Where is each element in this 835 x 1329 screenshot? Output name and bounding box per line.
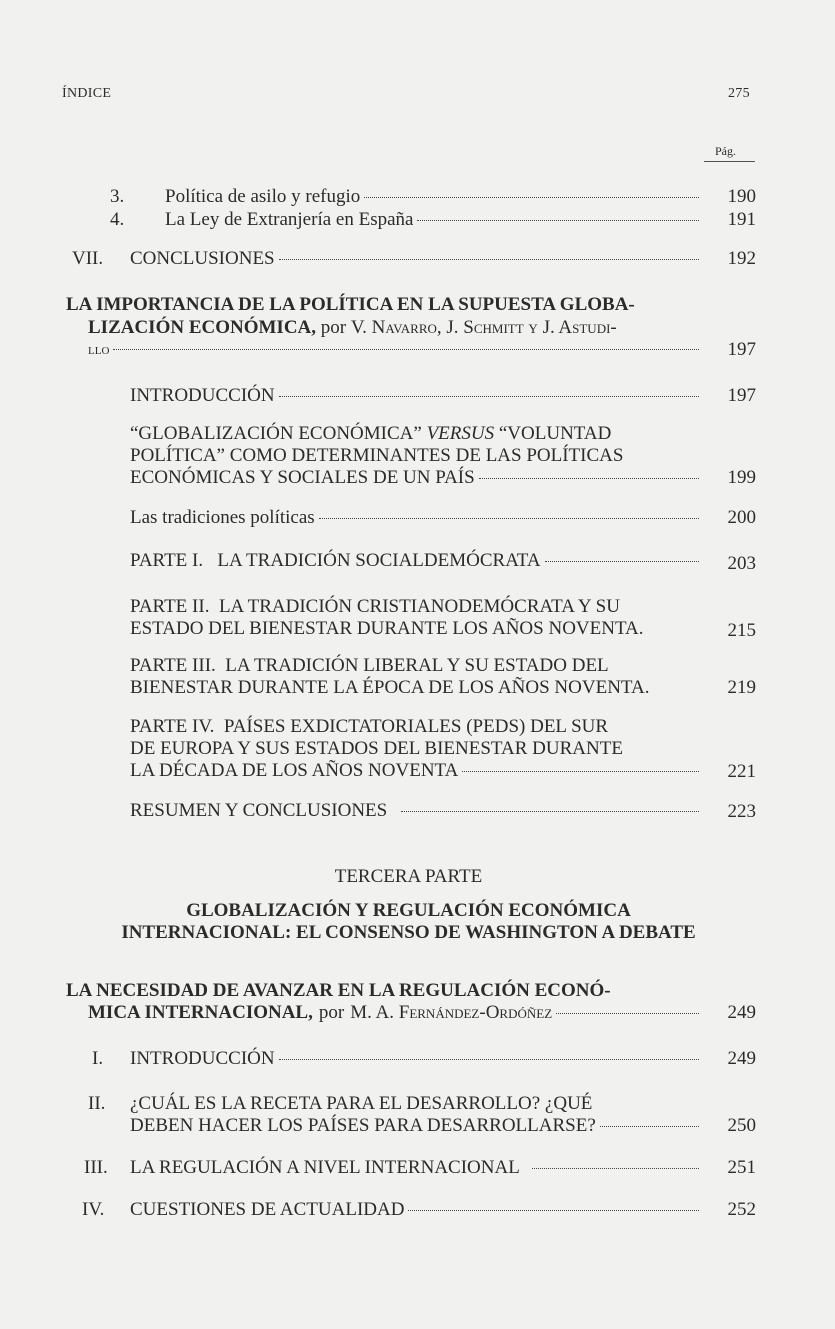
toc-entry[interactable] (165, 186, 703, 208)
toc-entry-title-part: “GLOBALIZACIÓN ECONÓMICA” (130, 423, 422, 444)
article-title: MICA INTERNACIONAL, (88, 1002, 313, 1023)
article-title: LIZACIÓN ECONÓMICA, (88, 317, 317, 338)
toc-entry-title: Las tradiciones políticas (130, 507, 315, 528)
toc-entry-num: 3. (110, 186, 125, 207)
toc-entry[interactable] (130, 467, 703, 489)
toc-entry-title: LA REGULACIÓN A NIVEL INTERNACIONAL (130, 1157, 520, 1178)
toc-entry-page: 190 (727, 186, 756, 207)
toc-entry-page: 192 (727, 248, 756, 269)
toc-entry-num: VII. (72, 248, 104, 269)
toc-entry[interactable] (130, 248, 703, 270)
toc-entry-page: 219 (727, 677, 756, 698)
dot-leader (401, 811, 699, 812)
toc-entry-title-line: PARTE II. LA TRADICIÓN CRISTIANODEMÓCRATA Y SU (130, 596, 620, 617)
toc-entry-title-line: ECONÓMICAS Y SOCIALES DE UN PAÍS (130, 467, 475, 488)
toc-entry-title-line: ESTADO DEL BIENESTAR DURANTE LOS AÑOS NOVENTA. (130, 618, 644, 639)
toc-entry-title-line: DE EUROPA Y SUS ESTADOS DEL BIENESTAR DURANTE (130, 738, 623, 759)
toc-entry-title-line: POLÍTICA” COMO DETERMINANTES DE LAS POLÍTICAS (130, 445, 624, 466)
toc-entry-page: 223 (727, 801, 756, 822)
toc-entry-num: 4. (110, 209, 125, 230)
article-title-line: LA NECESIDAD DE AVANZAR EN LA REGULACIÓN ECONÓ- (66, 980, 611, 1001)
toc-entry[interactable] (88, 1002, 703, 1024)
part-label: TERCERA PARTE (334, 866, 483, 887)
dot-leader (279, 259, 699, 260)
toc-entry-num: III. (84, 1157, 108, 1178)
page-column-rule (704, 161, 755, 162)
toc-entry-title: CUESTIONES DE ACTUALIDAD (130, 1199, 405, 1220)
toc-entry[interactable] (130, 1048, 703, 1070)
toc-entry-page: 200 (727, 507, 756, 528)
part-title-line: INTERNACIONAL: EL CONSENSO DE WASHINGTON A DEBATE (121, 922, 696, 943)
toc-entry[interactable] (130, 507, 703, 529)
article-title-line: LA IMPORTANCIA DE LA POLÍTICA EN LA SUPUESTA GLOBA- (66, 294, 635, 315)
toc-entry[interactable] (130, 550, 703, 572)
toc-entry-title-line: PARTE IV. PAÍSES EXDICTATORIALES (PEDS) DEL SUR (130, 716, 609, 737)
toc-entry[interactable] (165, 209, 703, 231)
dot-leader (556, 1013, 699, 1014)
dot-leader (279, 1059, 699, 1060)
toc-entry-page: 191 (727, 209, 756, 230)
toc-entry-num: II. (88, 1093, 106, 1114)
toc-entry-num: IV. (82, 1199, 105, 1220)
toc-entry[interactable] (130, 1157, 703, 1179)
toc-entry-page: 251 (727, 1157, 756, 1178)
article-authors: llo (88, 342, 110, 358)
running-header-section: ÍNDICE (62, 86, 112, 101)
toc-entry-num: I. (92, 1048, 104, 1069)
dot-leader (408, 1210, 699, 1211)
article-by: por (318, 1002, 345, 1023)
part-title-line: GLOBALIZACIÓN Y REGULACIÓN ECONÓMICA (186, 900, 631, 921)
article-title-line (88, 317, 617, 339)
dot-leader (113, 349, 699, 350)
toc-entry-title-line: DEBEN HACER LOS PAÍSES PARA DESARROLLARSE? (130, 1115, 596, 1136)
toc-entry-title: PARTE I. LA TRADICIÓN SOCIALDEMÓCRATA (130, 550, 541, 571)
toc-entry[interactable] (130, 1199, 703, 1221)
toc-entry[interactable] (130, 385, 703, 407)
dot-leader (479, 478, 699, 479)
toc-entry[interactable] (130, 760, 703, 782)
toc-entry-title: CONCLUSIONES (130, 248, 275, 269)
dot-leader (417, 220, 699, 221)
article-authors: M. A. Fernández-Ordóñez (350, 1002, 553, 1023)
toc-entry[interactable] (130, 1115, 703, 1137)
dot-leader (600, 1126, 699, 1127)
dot-leader (319, 518, 699, 519)
toc-entry-page: 199 (727, 467, 756, 488)
toc-entry[interactable] (88, 339, 703, 361)
toc-entry-title: Política de asilo y refugio (165, 186, 361, 207)
dot-leader (532, 1168, 699, 1169)
toc-entry-title: INTRODUCCIÓN (130, 1048, 275, 1069)
dot-leader (462, 771, 699, 772)
toc-entry-title-line: BIENESTAR DURANTE LA ÉPOCA DE LOS AÑOS NOVENTA. (130, 677, 650, 698)
page-column-label: Pág. (715, 144, 736, 158)
toc-entry-title-part: VERSUS (426, 423, 495, 444)
running-header-page-number: 275 (728, 86, 750, 101)
toc-entry-page: 197 (727, 339, 756, 360)
toc-entry-page: 250 (727, 1115, 756, 1136)
toc-entry-page: 249 (727, 1002, 756, 1023)
toc-entry-title-line: PARTE III. LA TRADICIÓN LIBERAL Y SU ESTADO DEL (130, 655, 609, 676)
toc-entry-page: 249 (727, 1048, 756, 1069)
toc-entry-page: 215 (727, 620, 756, 641)
toc-entry-page: 221 (727, 761, 756, 782)
article-by: por (320, 317, 347, 338)
toc-entry-title-part: “VOLUNTAD (498, 423, 612, 444)
dot-leader (545, 561, 699, 562)
toc-entry[interactable] (130, 800, 703, 822)
toc-entry-page: 252 (727, 1199, 756, 1220)
toc-entry-page: 203 (727, 553, 756, 574)
toc-entry-title-line: LA DÉCADA DE LOS AÑOS NOVENTA (130, 760, 459, 781)
article-authors: V. Navarro, J. Schmitt y J. Astudi- (350, 317, 617, 338)
toc-entry-title: INTRODUCCIÓN (130, 385, 275, 406)
toc-entry-title-line: ¿CUÁL ES LA RECETA PARA EL DESARROLLO? ¿QUÉ (130, 1093, 593, 1114)
toc-entry-title: La Ley de Extranjería en España (165, 209, 414, 230)
dot-leader (364, 197, 699, 198)
toc-entry-title: RESUMEN Y CONCLUSIONES (130, 800, 388, 821)
dot-leader (279, 396, 699, 397)
toc-entry-title-line (130, 423, 700, 445)
toc-entry-page: 197 (727, 385, 756, 406)
